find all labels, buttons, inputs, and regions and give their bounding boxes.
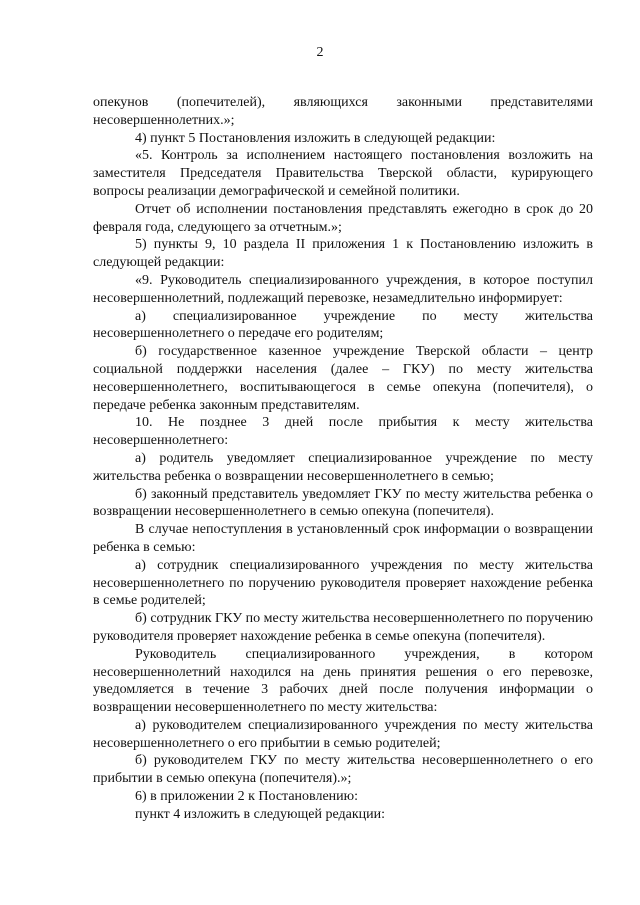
paragraph-point-4: пункт 4 изложить в следующей редакции: [135,806,385,822]
paragraph-point-10-a: а) родитель уведомляет специализированное учреждение по месту жительства ребенка о возвращении несовершеннолетнего в семью; [93,450,593,484]
paragraph-point-10-b: б) законный представитель уведомляет ГКУ по месту жительства ребенка о возвращении несовершеннолетнего в семью опекуна (попечителя). [93,486,593,520]
paragraph-non-receipt: В случае непоступления в установленный срок информации о возвращении ребенка в семью: [93,522,593,555]
paragraph-report: Отчет об исполнении постановления представлять ежегодно в срок до 20 февраля года, следующего за отчетным.»; [93,201,593,235]
paragraph-item-5: 5) пункты 9, 10 раздела II приложения 1 к Постановлению изложить в следующей редакции: [93,237,593,271]
paragraph-continuation: опекунов (попечителей), являющихся законными представителями несовершеннолетних.»; [93,95,593,128]
paragraph-head-notified-a: а) руководителем специализированного учреждения по месту жительства несовершеннолетнего о его прибытии в семью родителей; [93,717,593,751]
paragraph-non-receipt-a: а) сотрудник специализированного учреждения по месту жительства несовершеннолетнего по поручению руководителя проверяет нахождение ребенка в семье родителей; [93,557,593,609]
paragraph-non-receipt-b: б) сотрудник ГКУ по месту жительства несовершеннолетнего по поручению руководителя проверяет нахождение ребенка в семье опекуна (попечителя). [93,611,593,644]
paragraph-item-4: 4) пункт 5 Постановления изложить в следующей редакции: [135,130,496,146]
paragraph-point-9: «9. Руководитель специализированного учреждения, в которое поступил несовершеннолетний, подлежащий перевозке, незамедлительно информирует: [93,272,593,306]
paragraph-head-notified: Руководитель специализированного учреждения, в котором несовершеннолетний находился на день принятия решения о его перевозке, уведомляется в течение 3 рабочих дней после получения информации о возвращении несовершеннолетнего по месту жительства: [93,646,593,716]
page-number: 2 [316,45,324,60]
paragraph-point-9-a: а) специализированное учреждение по месту жительства несовершеннолетнего о передаче его родителям; [93,308,593,342]
paragraph-item-6: 6) в приложении 2 к Постановлению: [135,789,359,805]
paragraph-point-10: 10. Не позднее 3 дней после прибытия к месту жительства несовершеннолетнего: [93,415,593,449]
paragraph-point-5: «5. Контроль за исполнением настоящего постановления возложить на заместителя Председателя Правительства Тверской области, курирующего вопросы реализации демографической и семейной политики. [93,148,593,199]
paragraph-head-notified-b: б) руководителем ГКУ по месту жительства несовершеннолетнего о его прибытии в семью опекуна (попечителя).»; [93,753,593,787]
paragraph-point-9-b: б) государственное казенное учреждение Тверской области – центр социальной поддержки населения (далее – ГКУ) по месту жительства несовершеннолетнего, воспитывающегося в семье опекуна (попечителя), о передаче ребенка законным представителям. [93,344,593,413]
document-body [93,94,593,824]
